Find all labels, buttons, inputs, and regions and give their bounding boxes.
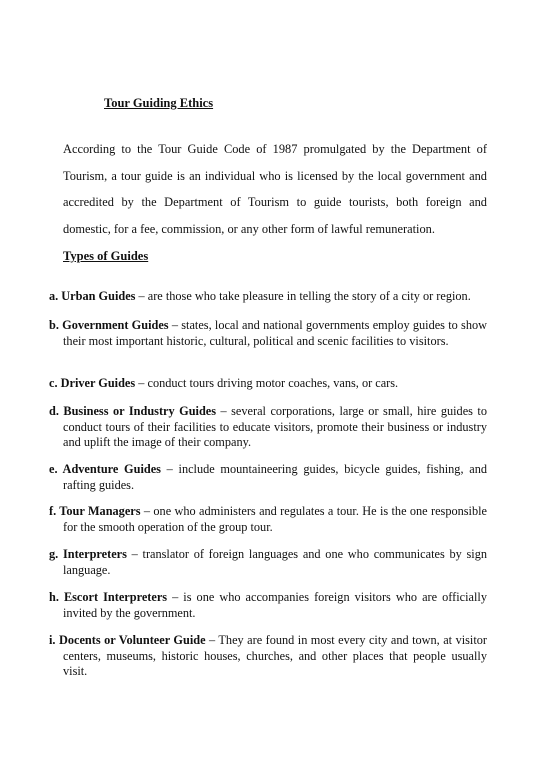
guide-term: e. Adventure Guides — [49, 462, 161, 476]
guide-definition: – They are found in most every city and town, at visitor centers, museums, historic houses, churches, and other places that people usually visit. — [63, 633, 487, 679]
guide-item-interpreters — [49, 547, 487, 578]
guide-item-escort-interpreters — [49, 590, 487, 621]
guide-definition: – several corporations, large or small, hire guides to conduct tours of their facilities to educate visitors, promote their business or industry and uplift the image of their company. — [63, 404, 487, 450]
guide-item-tour-managers — [49, 504, 487, 535]
document-title: Tour Guiding Ethics — [104, 96, 214, 110]
guide-item-urban — [49, 289, 487, 305]
guide-definition: – is one who accompanies foreign visitors who are officially invited by the government. — [63, 590, 487, 620]
guide-term: d. Business or Industry Guides — [49, 404, 217, 418]
guide-term: f. Tour Managers — [49, 504, 141, 518]
guide-item-business — [49, 404, 487, 451]
guide-definition: – conduct tours driving motor coaches, vans, or cars. — [135, 376, 399, 390]
guide-definition: – are those who take pleasure in telling the story of a city or region. — [135, 289, 471, 303]
guide-term: g. Interpreters — [49, 547, 127, 561]
guide-item-adventure — [49, 462, 487, 493]
guide-definition: – states, local and national governments employ guides to show their most important historic, cultural, political and scenic facilities to visitors. — [63, 318, 488, 348]
types-heading: Types of Guides — [63, 249, 149, 263]
guide-item-driver — [49, 376, 487, 392]
guide-term: h. Escort Interpreters — [49, 590, 168, 604]
intro-paragraph: According to the Tour Guide Code of 1987 promulgated by the Department of Tourism, a tour guide is an individual who is licensed by the local government and accredited by the Department of Tourism to guide tourists, both foreign and domestic, for a fee, commission, or any other form of lawful remuneration. — [63, 142, 487, 236]
guide-term: c. Driver Guides — [49, 376, 136, 390]
guide-definition: – translator of foreign languages and one who communicates by sign language. — [63, 547, 487, 577]
guide-definition: – include mountaineering guides, bicycle guides, fishing, and rafting guides. — [63, 462, 487, 492]
guide-definition: – one who administers and regulates a tour. He is the one responsible for the smooth operation of the group tour. — [63, 504, 488, 534]
guide-item-government — [49, 318, 487, 349]
guide-item-docents — [49, 633, 487, 680]
guide-term: b. Government Guides — [49, 318, 169, 332]
guide-term: i. Docents or Volunteer Guide — [49, 633, 206, 647]
guide-term: a. Urban Guides — [49, 289, 136, 303]
